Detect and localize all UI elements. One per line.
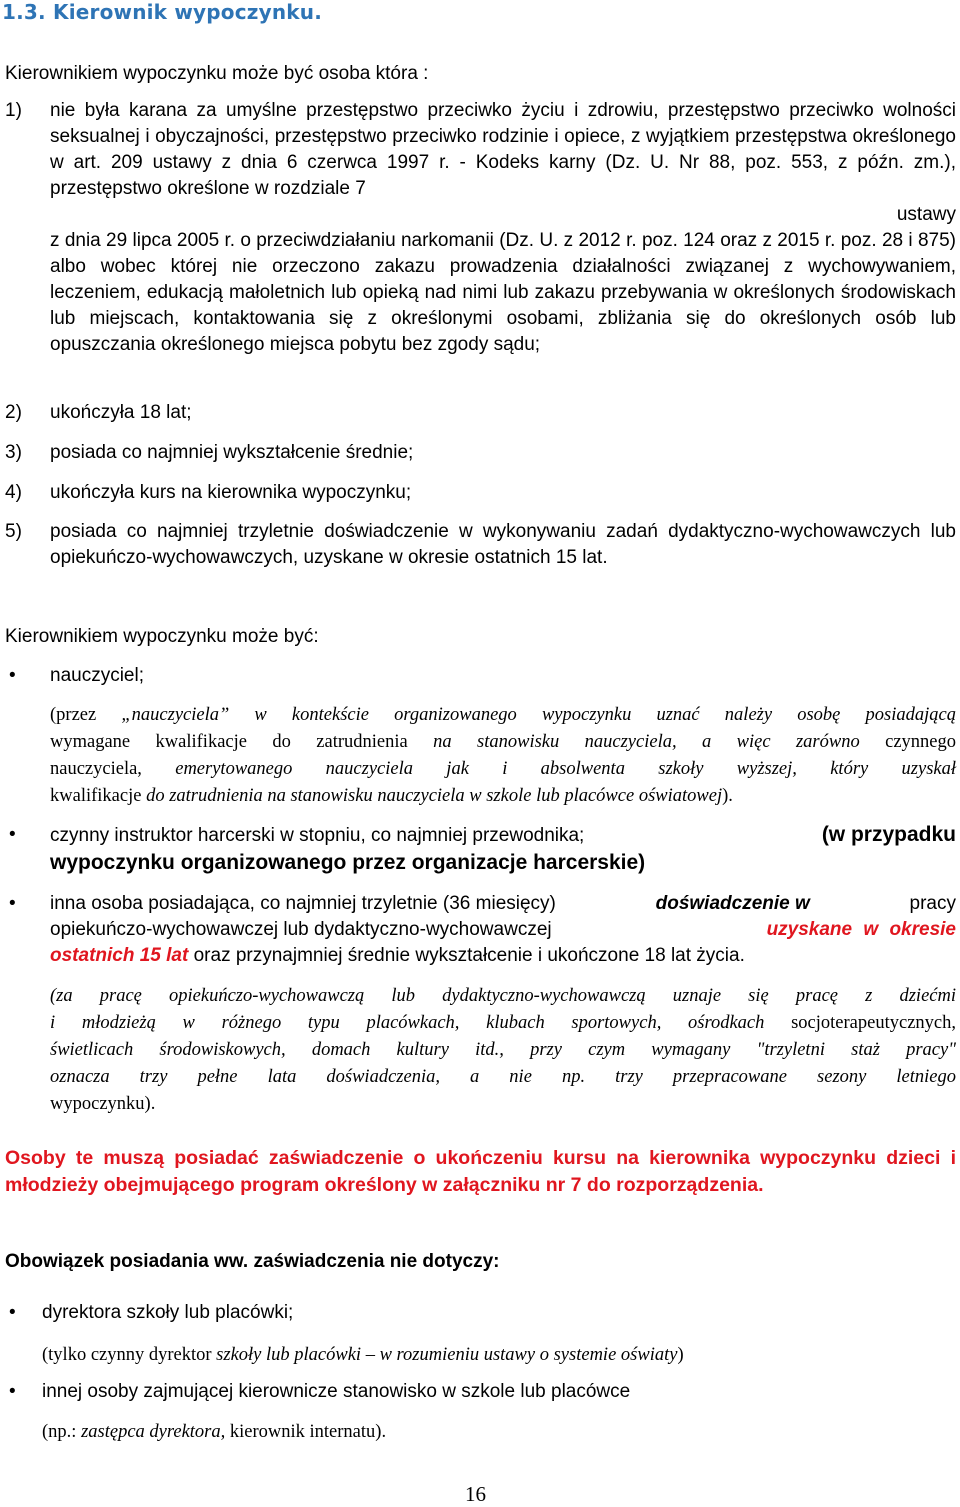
note-line-4: oznacza trzy pełne lata doświadczenia, a nie np. trzy przepracowane sezony letniego [50, 1067, 956, 1087]
note-text: nauczyciela, [50, 759, 176, 779]
intro-text: Kierownikiem wypoczynku może być osoba która : [5, 63, 429, 84]
note-text: (przez [50, 705, 122, 725]
note-line-5: wypoczynku). [50, 1094, 156, 1114]
note-text: i młodzieżą w różnego typu placówkach, klubach sportowych, ośrodkach [50, 1013, 765, 1033]
condition-text: ukończyła kurs na kierownika wypoczynku; [50, 482, 412, 503]
note-line-3 [50, 756, 956, 783]
condition-number: 4) [5, 482, 22, 503]
condition-text: posiada co najmniej trzyletnie doświadczenie w wykonywaniu zadań dydaktyczno-wychowawczych lub opiekuńczo-wychowawczych, uzyskane w okresie ostatnich 15 lat. [50, 521, 956, 568]
condition-text-b: ustawy [896, 204, 956, 225]
other-note [50, 983, 956, 1118]
other-line-2 [50, 917, 956, 943]
note-text: na stanowisku nauczyciela, a więc zarówno [433, 732, 860, 752]
page-number: 16 [465, 1482, 486, 1506]
other-text: oraz przynajmniej średnie wykształcenie i ukończone 18 lat życia. [188, 945, 745, 966]
exemption-note-2 [42, 1419, 942, 1446]
note-text: czynnego [859, 732, 956, 752]
note-text: ) [677, 1345, 684, 1365]
condition-number: 2) [5, 402, 22, 423]
bullet-icon: • [9, 893, 16, 914]
other-bold-italic: doświadczenie w [655, 893, 810, 914]
note-line-2 [50, 1010, 956, 1037]
bullet-label: nauczyciel; [50, 665, 144, 686]
condition-text-a: nie była karana za umyślne przestępstwo przeciwko życiu i zdrowiu, przestępstwo przeciwko wolności seksualnej i obyczajności, przestępstwo przeciwko rodzinie i opiece, z wyjątkiem przestępstwa określonego w art. 209 ustawy z dnia 6 czerwca 1997 r. - Kodeks karny (Dz. U. Nr 88, poz. 553, z późn. zm.), przestępstwo określone w rozdziale 7 [50, 100, 956, 199]
bullet-icon: • [9, 824, 16, 845]
bullet-icon: • [9, 1302, 16, 1323]
who-can-be-heading: Kierownikiem wypoczynku może być: [5, 626, 319, 647]
note-text: zastępca dyrektora, [81, 1422, 226, 1442]
note-line-4 [50, 783, 956, 810]
note-text: kierownik internatu). [225, 1422, 387, 1442]
condition-number: 3) [5, 442, 22, 463]
note-text: wymagane kwalifikacje do zatrudnienia [50, 732, 434, 752]
condition-text: ukończyła 18 lat; [50, 402, 192, 423]
scout-bold-text: wypoczynku organizowanego przez organizacje harcerskie) [50, 851, 646, 874]
other-line-1 [50, 891, 956, 917]
other-text: opiekuńczo-wychowawczej lub dydaktyczno-wychowawczej [50, 919, 552, 940]
note-text: (tylko czynny dyrektor [42, 1345, 217, 1365]
exemption-heading: Obowiązek posiadania ww. zaświadczenia nie dotyczy: [5, 1251, 500, 1272]
note-text: emerytowanego nauczyciela jak i absolwenta szkoły wyższej, który uzyskał [175, 759, 956, 779]
note-text: kwalifikacje [50, 786, 147, 806]
bullet-icon: • [9, 1381, 16, 1402]
note-text: socjoterapeutycznych, [764, 1013, 956, 1033]
exemption-note-1 [42, 1342, 942, 1369]
condition-text-c: z dnia 29 lipca 2005 r. o przeciwdziałaniu narkomanii (Dz. U. z 2012 r. poz. 124 oraz z 2015 r. poz. 28 i 875) albo wobec której nie orzeczono zakazu prowadzenia działalności związanej z wychowywaniem, leczeniem, edukacją małoletnich lub opieką nad nimi lub zakazu przebywania w określonych środowiskach lub miejscach, kontaktowania się z określonymi osobami, zbliżania się do określonych osób lub opuszczania określonego miejsca pobytu bez zgody sądu; [50, 230, 956, 355]
note-text: do zatrudnienia na stanowisku nauczyciela w szkole lub placówce oświatowej [146, 786, 723, 806]
teacher-note [50, 702, 956, 810]
bullet-icon: • [9, 665, 16, 686]
condition-number: 1) [5, 100, 22, 121]
note-text: ). [722, 786, 733, 806]
exemption-label: innej osoby zajmującej kierownicze stanowisko w szkole lub placówce [42, 1381, 631, 1402]
scout-text: czynny instruktor harcerski w stopniu, co najmniej przewodnika; [50, 825, 585, 846]
exemption-label: dyrektora szkoły lub placówki; [42, 1302, 294, 1323]
note-line-1: (za pracę opiekuńczo-wychowawczą lub dydaktyczno-wychowawczą uznaje się pracę z dziećmi [50, 986, 956, 1006]
other-text: pracy [909, 893, 956, 914]
condition-number: 5) [5, 521, 22, 542]
other-red-text: uzyskane w okresie [766, 919, 956, 940]
scout-line-1 [50, 822, 956, 849]
scout-bold-text: (w przypadku [821, 823, 956, 846]
note-text: szkoły lub placówki – w rozumieniu ustawy o systemie oświaty [216, 1345, 678, 1365]
other-text: inna osoba posiadająca, co najmniej trzyletnie (36 miesięcy) [50, 893, 556, 914]
section-heading: 1.3. Kierownik wypoczynku. [2, 0, 323, 24]
condition-text: posiada co najmniej wykształcenie średnie; [50, 442, 414, 463]
note-text: „nauczyciela” w kontekście organizowanego wypoczynku uznać należy osobę posiadającą [121, 705, 956, 725]
certificate-notice: Osoby te muszą posiadać zaświadczenie o ukończeniu kursu na kierownika wypoczynku dzieci i młodzieży obejmującego program określony w załączniku nr 7 do rozporządzenia. [5, 1147, 956, 1196]
note-line-1 [50, 702, 956, 729]
other-red-text: ostatnich 15 lat [50, 945, 189, 966]
note-text: (np.: [42, 1422, 82, 1442]
note-line-3: świetlicach środowiskowych, domach kultury itd., przy czym wymagany "trzyletni staż pracy" [50, 1040, 956, 1060]
other-line-3 [50, 943, 956, 969]
note-line-2 [50, 729, 956, 756]
